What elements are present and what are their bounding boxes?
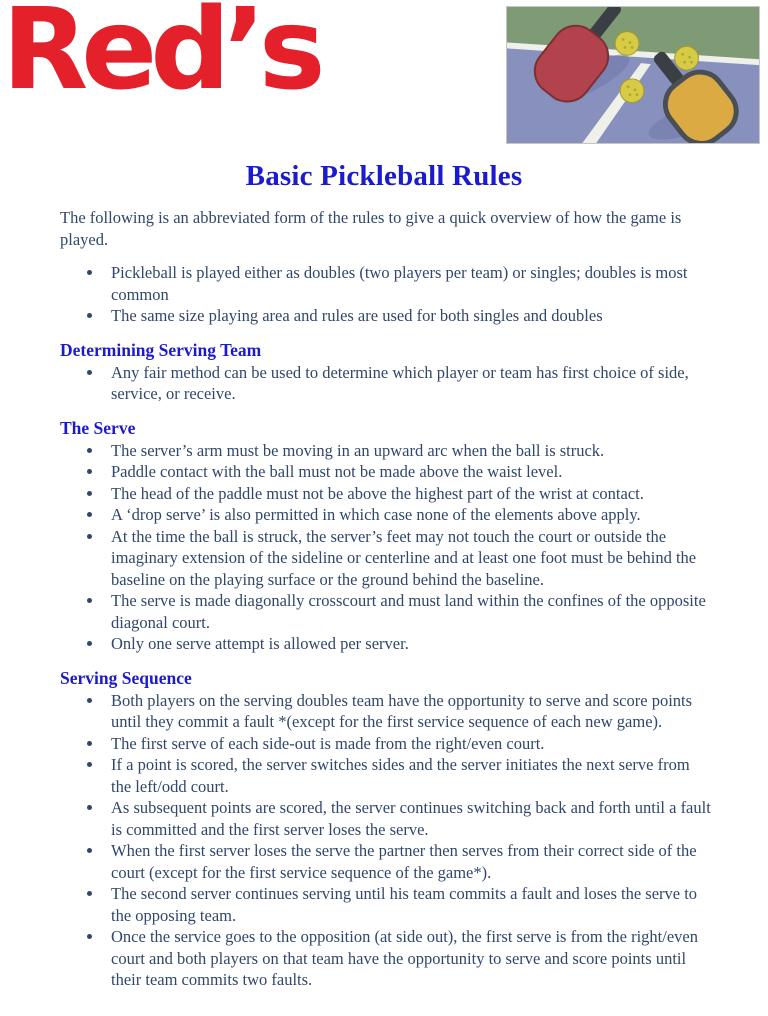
section-heading: Serving Sequence [60, 667, 192, 688]
section-heading: The Serve [60, 417, 136, 438]
section-heading: Determining Serving Team [60, 339, 262, 360]
pickleball-icon [675, 46, 699, 70]
rule-bullet: • Paddle contact with the ball must not be made above the waist level. [104, 461, 712, 483]
intro-paragraph: The following is an abbreviated form of the rules to give a quick overview of how the game is played. [60, 208, 682, 249]
rule-bullet: • Any fair method can be used to determine which player or team has first choice of side, service, or receive. [104, 362, 712, 405]
page-title: Basic Pickleball Rules [245, 160, 523, 192]
rule-bullet: • A ‘drop serve’ is also permitted in which case none of the elements above apply. [104, 504, 712, 526]
rule-list [60, 690, 712, 991]
rule-bullet: • Only one serve attempt is allowed per server. [104, 633, 712, 655]
rule-bullet: • The head of the paddle must not be above the highest part of the wrist at contact. [104, 483, 712, 505]
rule-bullet: • The same size playing area and rules are used for both singles and doubles [104, 305, 712, 327]
rule-bullet: • The serve is made diagonally crosscourt and must land within the confines of the opposite diagonal court. [104, 590, 712, 633]
rule-bullet: • The server’s arm must be moving in an upward arc when the ball is struck. [104, 440, 712, 462]
rules-sections [0, 262, 768, 991]
pickleball-icon [615, 32, 639, 56]
rule-bullet: • Pickleball is played either as doubles (two players per team) or singles; doubles is most common [104, 262, 712, 305]
rule-list [60, 362, 712, 405]
reds-logo: Red’s [2, 0, 319, 115]
rule-bullet: • At the time the ball is struck, the server’s feet may not touch the court or outside the imaginary extension of the sideline or centerline and at least one foot must be behind the baseline on the playing surface or the ground behind the baseline. [104, 526, 712, 591]
page-header [0, 0, 768, 150]
rule-list [60, 440, 712, 655]
rule-bullet: • The first serve of each side-out is made from the right/even court. [104, 733, 712, 755]
rule-list [60, 262, 712, 327]
pickleball-icon [620, 79, 644, 103]
rule-bullet: • The second server continues serving until his team commits a fault and loses the serve to the opposing team. [104, 883, 712, 926]
rule-bullet: • Once the service goes to the opposition (at side out), the first serve is from the right/even court and both players on that team have the opportunity to serve and score points until their team commits two faults. [104, 926, 712, 991]
rule-bullet: • As subsequent points are scored, the server continues switching back and forth until a fault is committed and the first server loses the serve. [104, 797, 712, 840]
court-illustration-svg [507, 7, 759, 143]
rule-bullet: • When the first server loses the serve the partner then serves from their correct side of the court (except for the first service sequence of the game*). [104, 840, 712, 883]
rule-bullet: • If a point is scored, the server switches sides and the server initiates the next serve from the left/odd court. [104, 754, 712, 797]
rule-bullet: • Both players on the serving doubles team have the opportunity to serve and score points until they commit a fault *(except for the first service sequence of each new game). [104, 690, 712, 733]
pickleball-court-image [506, 6, 760, 144]
